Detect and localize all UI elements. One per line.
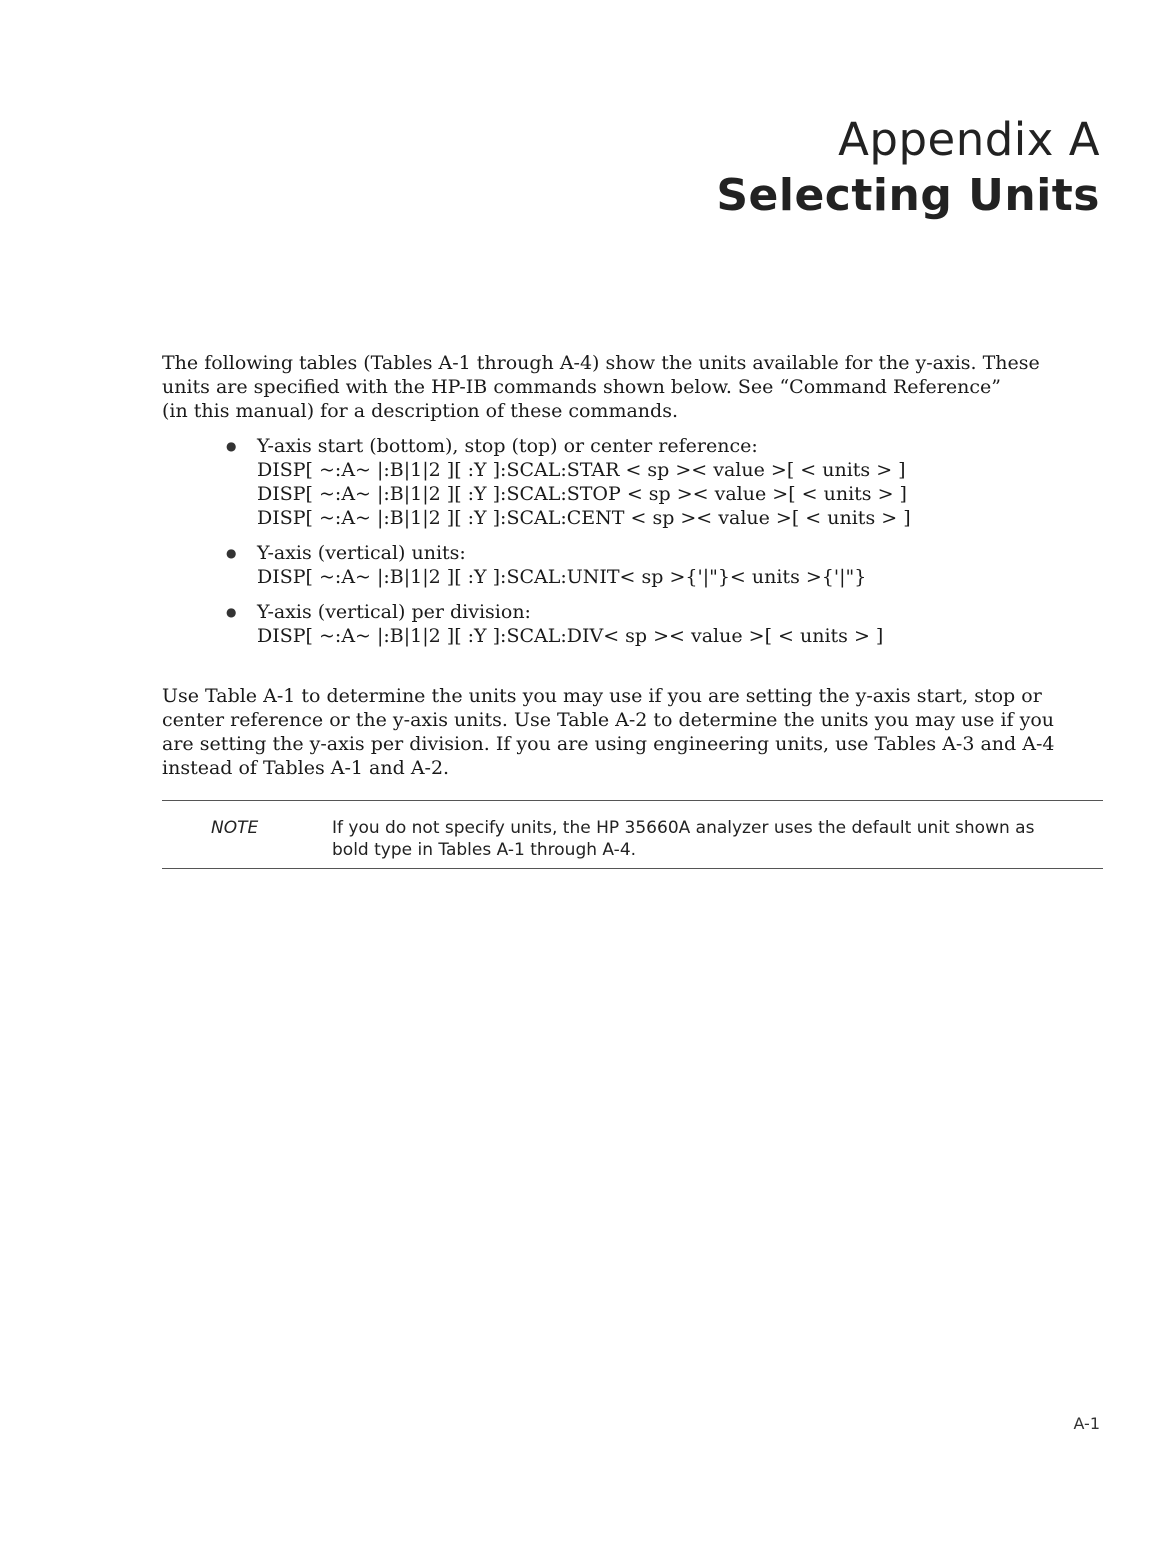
intro-paragraph xyxy=(162,351,1102,423)
command-item-per-division xyxy=(226,600,911,648)
command-heading: Y-axis start (bottom), stop (top) or center reference: xyxy=(257,435,758,457)
note-label: NOTE xyxy=(211,818,259,838)
command-heading: Y-axis (vertical) units: xyxy=(257,542,466,564)
note-line: If you do not specify units, the HP 35660A analyzer uses the default unit shown as xyxy=(332,818,1035,838)
usage-line: center reference or the y-axis units. Use Table A-2 to determine the units you may use if you xyxy=(162,709,1054,731)
bullet-icon: ● xyxy=(226,439,237,453)
intro-line: (in this manual) for a description of these commands. xyxy=(162,400,678,422)
command-syntax: DISP[ ~:A~ |:B|1|2 ][ :Y ]:SCAL:STAR < sp >< value >[ < units > ] xyxy=(257,459,906,481)
page-header xyxy=(716,112,1100,224)
appendix-label: Appendix A xyxy=(838,113,1100,166)
bullet-icon: ● xyxy=(226,546,237,560)
command-syntax: DISP[ ~:A~ |:B|1|2 ][ :Y ]:SCAL:DIV< sp >< value >[ < units > ] xyxy=(257,625,884,647)
intro-line: The following tables (Tables A-1 through A-4) show the units available for the y-axis. These xyxy=(162,352,1040,374)
page-number: A-1 xyxy=(1073,1414,1100,1433)
note-line: bold type in Tables A-1 through A-4. xyxy=(332,840,637,860)
usage-paragraph xyxy=(162,684,1102,780)
note-divider-bottom xyxy=(162,868,1103,869)
command-syntax: DISP[ ~:A~ |:B|1|2 ][ :Y ]:SCAL:UNIT< sp >{'|"}< units >{'|"} xyxy=(257,566,867,588)
command-list xyxy=(226,434,911,659)
usage-line: are setting the y-axis per division. If you are using engineering units, use Tables A-3 and A-4 xyxy=(162,733,1055,755)
chapter-title: Selecting Units xyxy=(716,170,1100,221)
intro-line: units are specified with the HP-IB commands shown below. See “Command Reference” xyxy=(162,376,1001,398)
command-syntax: DISP[ ~:A~ |:B|1|2 ][ :Y ]:SCAL:STOP < sp >< value >[ < units > ] xyxy=(257,483,907,505)
usage-line: instead of Tables A-1 and A-2. xyxy=(162,757,450,779)
command-heading: Y-axis (vertical) per division: xyxy=(257,601,531,623)
bullet-icon: ● xyxy=(226,605,237,619)
command-item-units xyxy=(226,541,911,589)
command-syntax: DISP[ ~:A~ |:B|1|2 ][ :Y ]:SCAL:CENT < sp >< value >[ < units > ] xyxy=(257,507,911,529)
command-item-start-stop-center xyxy=(226,434,911,530)
note-text xyxy=(332,817,1092,861)
usage-line: Use Table A-1 to determine the units you may use if you are setting the y-axis start, stop or xyxy=(162,685,1042,707)
note-divider-top xyxy=(162,800,1103,801)
